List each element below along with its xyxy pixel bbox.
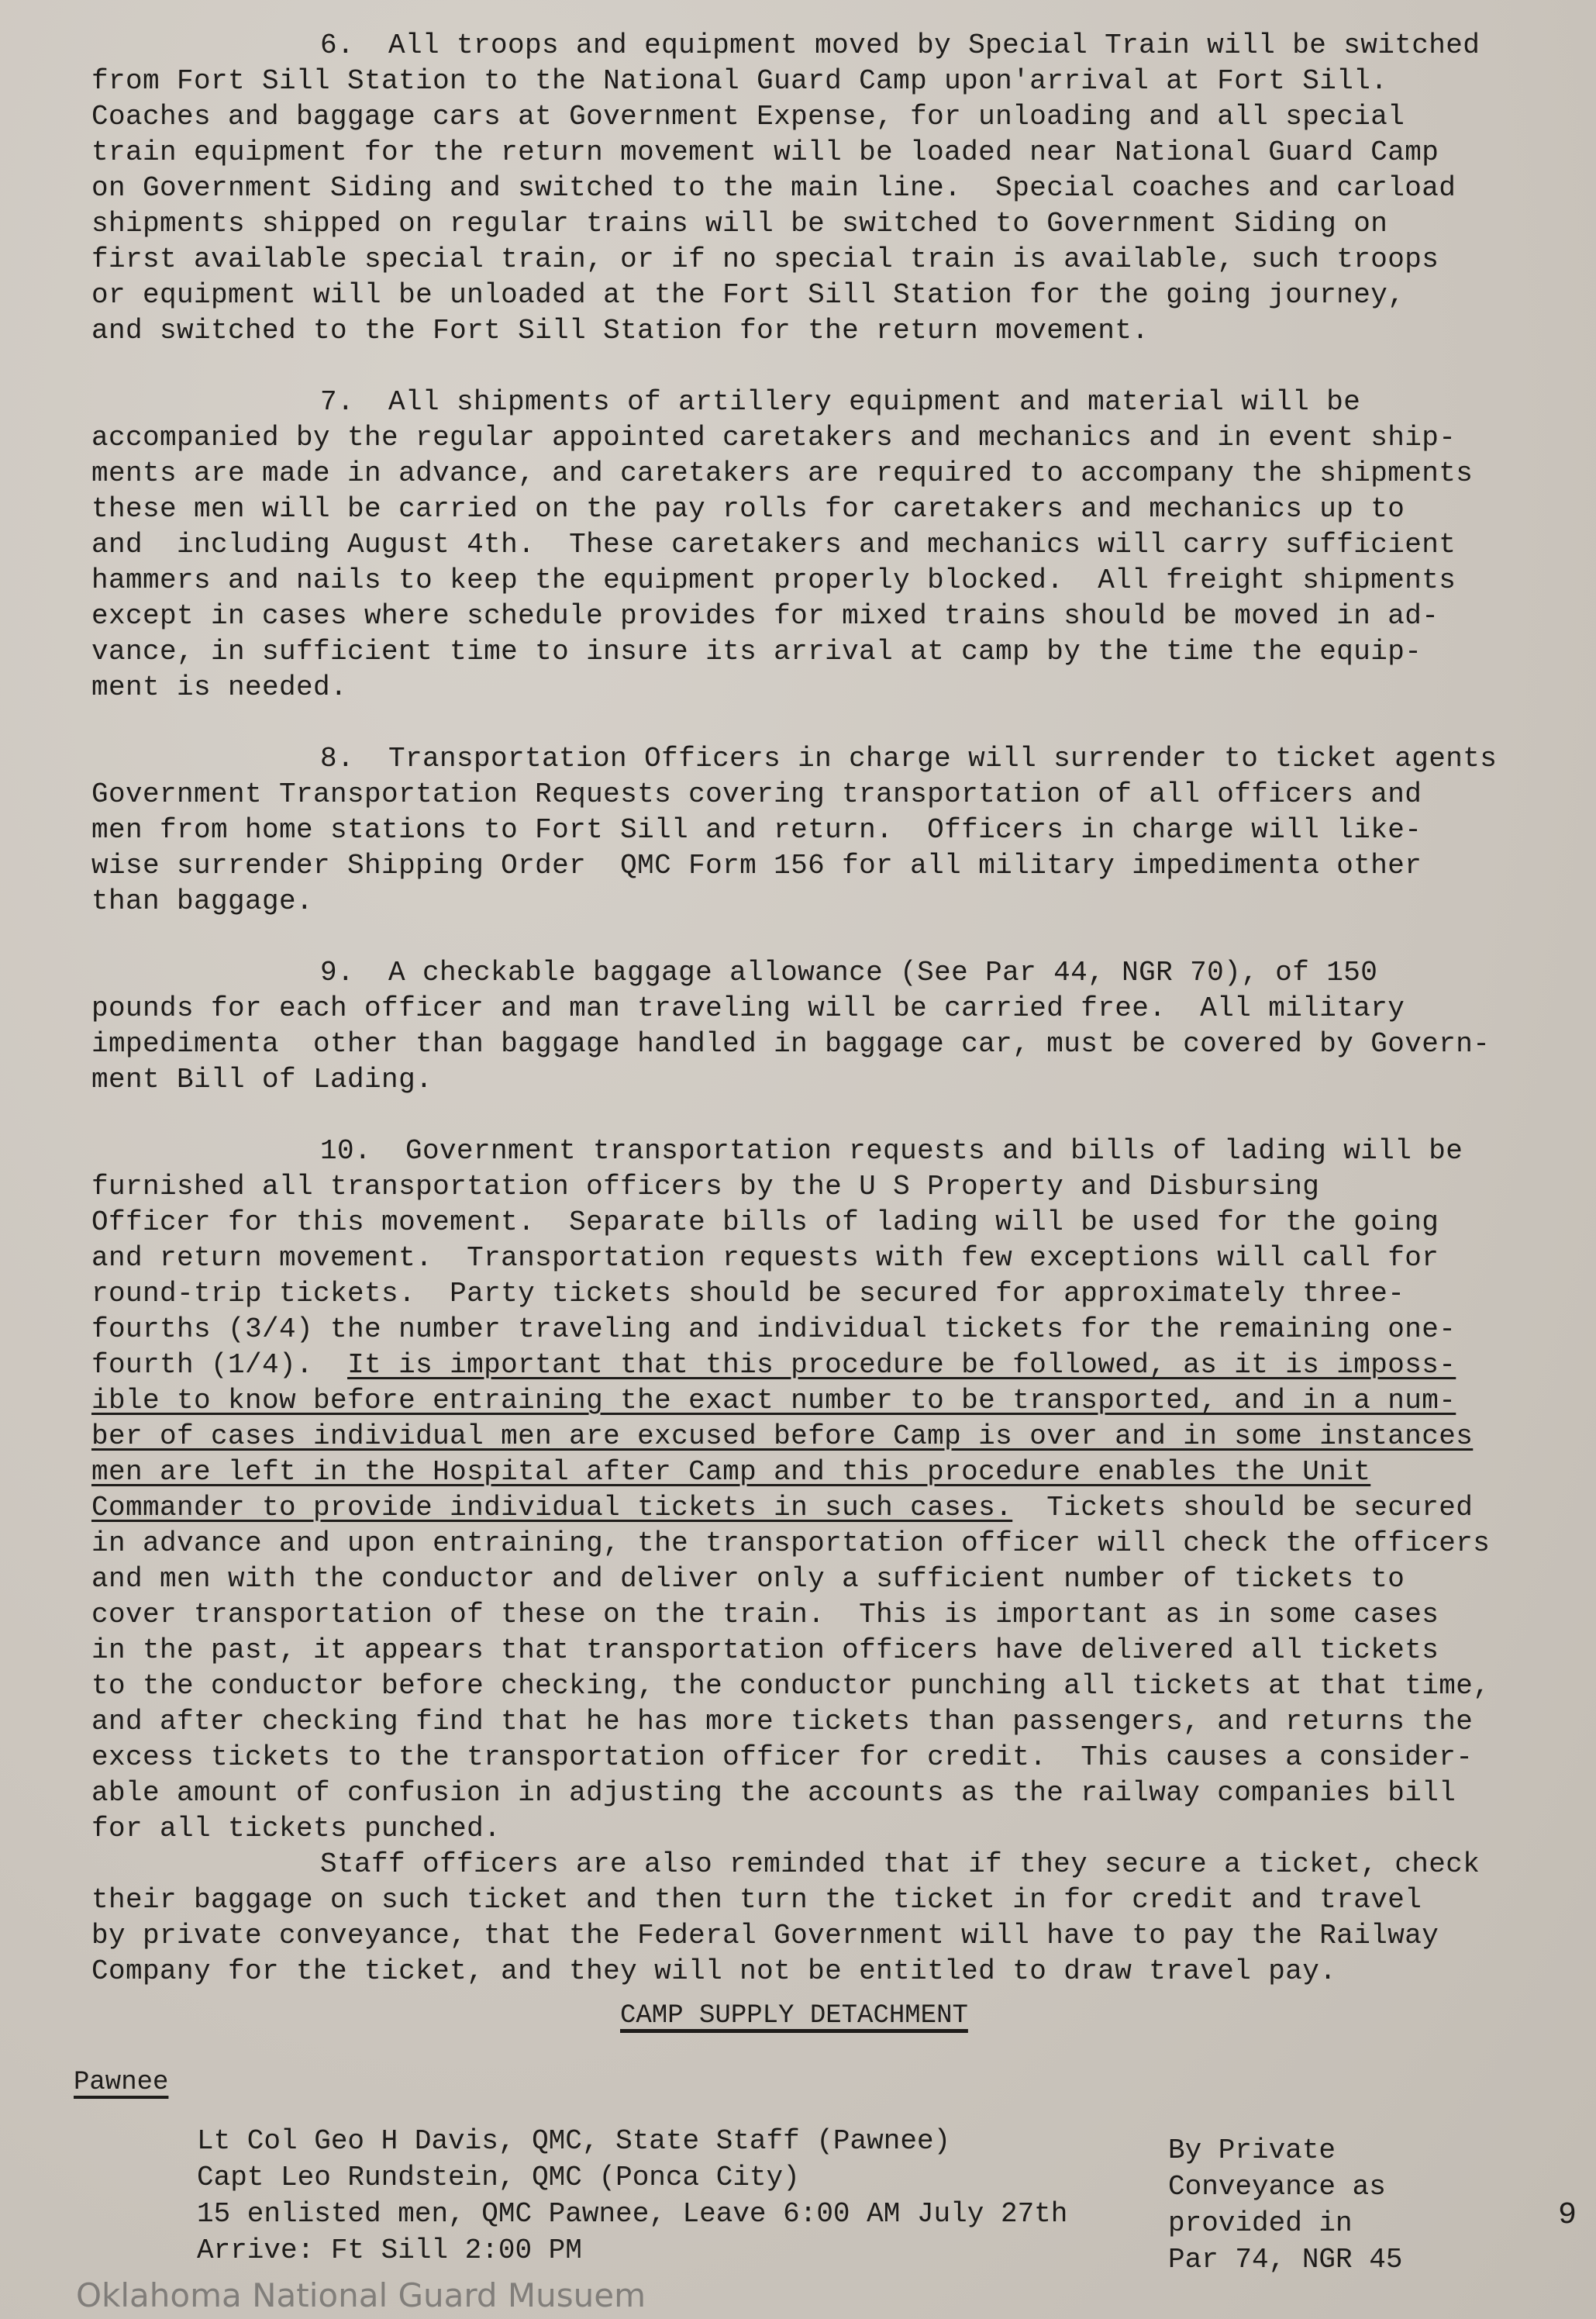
text-line: in advance and upon entraining, the transportation officer will check the officers [91, 1527, 1491, 1559]
text-line: accompanied by the regular appointed caretakers and mechanics and in event ship- [91, 422, 1456, 454]
paragraph [91, 1134, 1541, 1847]
text-line: ments are made in advance, and caretakers are required to accompany the shipments [91, 457, 1474, 489]
text-line: shipments shipped on regular trains will be switched to Government Siding on [91, 208, 1388, 240]
text-line: by private conveyance, that the Federal Government will have to pay the Railway [91, 1920, 1439, 1951]
text-line: Company for the ticket, and they will not be entitled to draw travel pay. [91, 1955, 1337, 1987]
text-line [91, 1348, 1541, 1383]
text-line: to the conductor before checking, the conductor punching all tickets at that time, [91, 1670, 1491, 1702]
text-line: these men will be carried on the pay rolls for caretakers and mechanics up to [91, 493, 1405, 525]
text-line: 8. Transportation Officers in charge will surrender to ticket agents [320, 743, 1498, 775]
text-line: 9. A checkable baggage allowance (See Par 44, NGR 70), of 150 [320, 957, 1378, 989]
text-line: and after checking find that he has more tickets than passengers, and returns the [91, 1706, 1474, 1738]
text-line: Arrive: Ft Sill 2:00 PM [197, 2234, 582, 2266]
text-line: round-trip tickets. Party tickets should be secured for approximately three- [91, 1278, 1405, 1310]
text-line: ment is needed. [91, 671, 348, 703]
paragraph [91, 385, 1541, 706]
text-line: men from home stations to Fort Sill and return. Officers in charge will like- [91, 814, 1422, 846]
text-line: on Government Siding and switched to the main line. Special coaches and carload [91, 172, 1456, 204]
text-line: 6. All troops and equipment moved by Special Train will be switched [320, 29, 1481, 61]
text-line: able amount of confusion in adjusting the accounts as the railway companies bill [91, 1777, 1456, 1809]
text-line: and including August 4th. These caretakers and mechanics will carry sufficient [91, 529, 1456, 561]
document-body [91, 28, 1541, 2025]
text-line: impedimenta other than baggage handled in baggage car, must be covered by Govern- [91, 1028, 1491, 1060]
paragraph [91, 741, 1541, 920]
text-line [91, 1455, 1541, 1490]
text-line: Government Transportation Requests covering transportation of all officers and [91, 778, 1422, 810]
underlined-text: Commander to provide individual tickets in such cases. [91, 1492, 1013, 1524]
text-line: ment Bill of Lading. [91, 1064, 433, 1096]
text-line: 7. All shipments of artillery equipment and material will be [320, 386, 1361, 418]
text-line: in the past, it appears that transportation officers have delivered all tickets [91, 1634, 1439, 1666]
text-line: vance, in sufficient time to insure its arrival at camp by the time the equip- [91, 636, 1422, 668]
text-segment: Tickets should be secured [1012, 1492, 1474, 1524]
underlined-text: It is important that this procedure be followed, as it is imposs- [347, 1349, 1456, 1381]
text-line [91, 1419, 1541, 1455]
text-line: Par 74, NGR 45 [1168, 2244, 1403, 2276]
paragraph [91, 1847, 1541, 1989]
text-line: 10. Government transportation requests and bills of lading will be [320, 1135, 1463, 1167]
text-line: or equipment will be unloaded at the Fort Sill Station for the going journey, [91, 279, 1405, 311]
underlined-text: ible to know before entraining the exact number to be transported, and in a num- [91, 1385, 1456, 1417]
underlined-text: ber of cases individual men are excused before Camp is over and in some instances [91, 1420, 1474, 1452]
text-line: train equipment for the return movement will be loaded near National Guard Camp [91, 136, 1439, 168]
text-line: furnished all transportation officers by the U S Property and Disbursing [91, 1171, 1320, 1203]
text-line: wise surrender Shipping Order QMC Form 156 for all military impedimenta other [91, 850, 1422, 882]
page-number: 9 [1558, 2198, 1577, 2233]
text-line: Capt Leo Rundstein, QMC (Ponca City) [197, 2162, 800, 2193]
text-line: Coaches and baggage cars at Government Expense, for unloading and all special [91, 101, 1405, 133]
text-line: from Fort Sill Station to the National Guard Camp upon'arrival at Fort Sill. [91, 65, 1388, 97]
text-line: pounds for each officer and man traveling will be carried free. All military [91, 992, 1405, 1024]
text-line: for all tickets punched. [91, 1813, 502, 1845]
text-line: fourths (3/4) the number traveling and individual tickets for the remaining one- [91, 1313, 1456, 1345]
text-line: Officer for this movement. Separate bills of lading will be used for the going [91, 1206, 1439, 1238]
text-line: excess tickets to the transportation officer for credit. This causes a consider- [91, 1741, 1474, 1773]
text-line: hammers and nails to keep the equipment properly blocked. All freight shipments [91, 564, 1456, 596]
text-line [91, 1383, 1541, 1419]
paragraph [91, 955, 1541, 1098]
personnel-list [197, 2123, 1067, 2269]
text-line: Staff officers are also reminded that if they secure a ticket, check [320, 1848, 1481, 1880]
text-line: than baggage. [91, 885, 314, 917]
text-line: By Private [1168, 2134, 1336, 2166]
unit-heading: Pawnee [74, 2068, 169, 2097]
text-line: first available special train, or if no special train is available, such troops [91, 243, 1439, 275]
watermark: Oklahoma National Guard Musuem [76, 2276, 646, 2314]
text-line: and return movement. Transportation requests with few exceptions will call for [91, 1242, 1439, 1274]
section-heading: CAMP SUPPLY DETACHMENT [620, 2001, 968, 2031]
text-line: Conveyance as [1168, 2171, 1386, 2203]
text-line: and men with the conductor and deliver only a sufficient number of tickets to [91, 1563, 1405, 1595]
text-line: Lt Col Geo H Davis, QMC, State Staff (Pawnee) [197, 2125, 951, 2157]
conveyance-note [1168, 2132, 1402, 2278]
text-line: and switched to the Fort Sill Station for the return movement. [91, 315, 1150, 347]
text-segment: fourth (1/4). [91, 1349, 348, 1381]
text-line: their baggage on such ticket and then turn the ticket in for credit and travel [91, 1884, 1422, 1916]
text-line: cover transportation of these on the train. This is important as in some cases [91, 1599, 1439, 1631]
underlined-text: men are left in the Hospital after Camp and this procedure enables the Unit [91, 1456, 1371, 1488]
text-line: provided in [1168, 2207, 1353, 2239]
text-line: except in cases where schedule provides for mixed trains should be moved in ad- [91, 600, 1439, 632]
text-line: 15 enlisted men, QMC Pawnee, Leave 6:00 AM July 27th [197, 2198, 1068, 2230]
paragraph [91, 28, 1541, 349]
text-line [91, 1490, 1541, 1526]
